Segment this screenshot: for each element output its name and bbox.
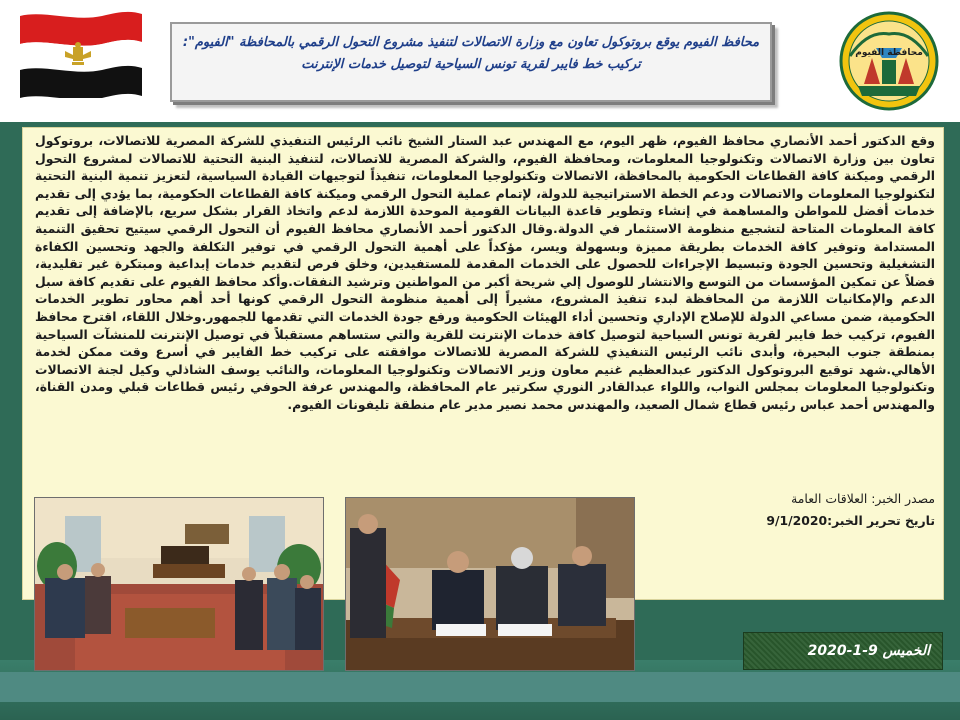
- egypt-flag-icon: [14, 8, 146, 98]
- headline-box: [170, 22, 772, 102]
- signing-photo: [345, 497, 635, 671]
- news-source: مصدر الخبر: العلاقات العامة: [791, 491, 935, 506]
- footer-date: الخميس 9-1-2020: [807, 643, 930, 659]
- meeting-photo: [34, 497, 324, 671]
- svg-text:محافظة الفيوم: محافظة الفيوم: [855, 48, 923, 58]
- headline: محافظ الفيوم يوقع بروتوكول تعاون مع وزارة الاتصالات لتنفيذ مشروع التحول الرقمي بالمحافظة "الفيوم": تركيب خط فايبر لقرية تونس السياحية لتوصيل خدمات الإنترنت: [182, 35, 760, 72]
- article-body: وقع الدكتور أحمد الأنصاري محافظ الفيوم، ظهر اليوم، مع المهندس عبد الستار الشيخ نائب الرئيس التنفيذي للشركة المصرية للاتصالات، بروتوكول تعاون بين وزارة الاتصالات وتكنولوجيا المعلومات، ومحافظة الفيوم، والشركة المصرية للاتصالات، لتنفيذ البنية التحتية للاتصالات لمشروع التحول الرقمي وميكنة كافة القطاعات الحكومية بالمحافظة، الاتصالات وتكنولوجيا المعلومات، تنفيذاً لتوجيهات القيادة السياسية، لتعزيز تنمية البنية التحتية لتكنولوجيا المعلومات والاتصالات ودعم الخطة الاستراتيجية للدولة، لإتمام عملية التحول الرقمي وميكنة كافة القطاعات الحكومية، بما يؤدي إلى تقديم خدمات أفضل للمواطن والمساهمة في إنشاء وتطوير قاعدة البيانات القومية الموحدة اللازمة لدعم واتخاذ القرار بشكل سريع، بالإضافة إلى تقديم كافة المعلومات المتاحة لتشجيع منظومة الاستثمار في الدولة.وقال الدكتور أحمد الأنصاري محافظ الفيوم أن التحول الرقمي سيتيح تحقيق التنمية المستدامة وتوفير كافة الخدمات بطريقة مميزة وبسهولة ويسر، مؤكداً على أهمية التحول الرقمي في توفير التكلفة والجهد وتحسين الكفاءة التشغيلية وتحسين الجودة وتبسيط الإجراءات للحصول على الخدمات المقدمة للمستفيدين، وخلق فرص لتقديم خدمات إبداعية ومبتكرة غير تقليدية، فضلاً عن تمكين المؤسسات من التوسع والانتشار للوصول إلي شريحة أكبر من المواطنين وترشيد النفقات.وأكد محافظ الفيوم على تقديم كافة سبل الدعم والإمكانيات اللازمة من المحافظة لبدء تنفيذ المشروع، مشيراً إلى أهمية منظومة التحول الرقمي كونها أحد أهم محاور تطوير الخدمات الحكومية، ضمن مساعي الدولة للإصلاح الإداري وتحسين أداء الهيئات الحكومية ورفع جودة الخدمات التي تقدمها للجمهور.وخلال اللقاء، اقترح محافظ الفيوم، تركيب خط فايبر لقرية تونس السياحية لتوصيل كافة خدمات الإنترنت للقرية والتي ستساهم مستقبلاً في توصيل الإنترنت للمنشآت السياحية بمنطقة جنوب البحيرة، وأبدى نائب الرئيس التنفيذي للشركة المصرية للاتصالات موافقته على تركيب خط الفايبر في أسرع وقت ممكن لخدمة الأهالي.شهد توقيع البروتوكول الدكتور عبدالعظيم غنيم معاون وزير الاتصالات وتكنولوجيا المعلومات، والنائب يوسف الشاذلي وكيل لجنة الاتصالات وتكنولوجيا المعلومات بمجلس النواب، واللواء عبدالقادر النوري سكرتير عام المحافظة، والمهندس عرفة الحوفي رئيس قطاعات قبلي ومدن القناة، والمهندس أحمد عباس رئيس قطاع شمال الصعيد، والمهندس محمد نصير مدير عام منطقة تليفونات الفيوم.: [35, 133, 935, 412]
- fayoum-governorate-logo: [828, 8, 950, 114]
- bottom-strip: [0, 672, 960, 702]
- date-box: [743, 632, 943, 670]
- news-date: تاريخ تحرير الخبر:9/1/2020: [766, 513, 935, 528]
- article-meta: [635, 488, 935, 532]
